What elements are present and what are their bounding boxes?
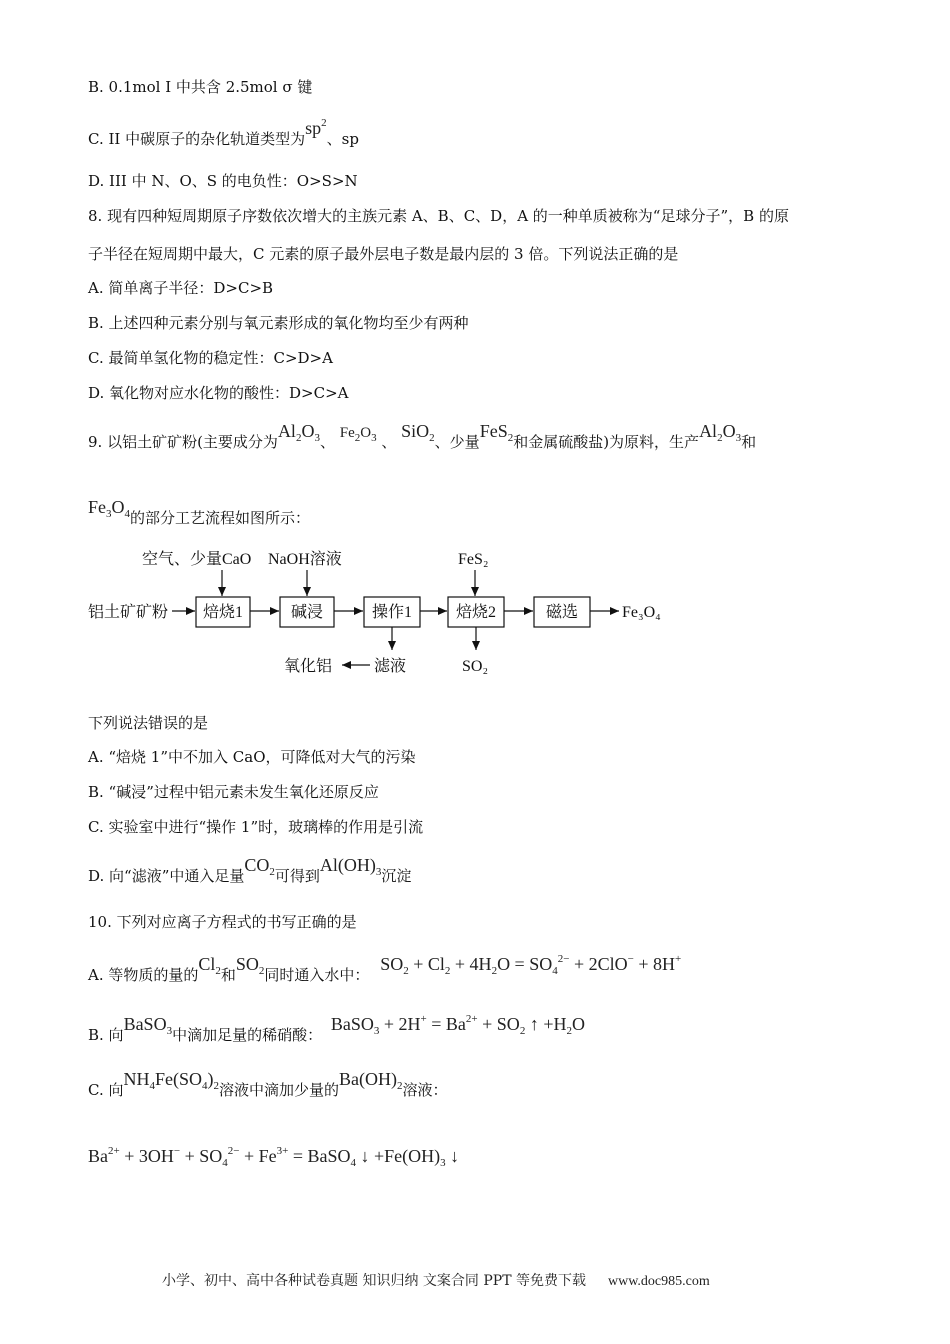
formula-fe3o4: $Fe_3O_4$ <box>88 497 130 520</box>
q8-stem-line2: 子半径在短周期中最大，C 元素的原子最外层电子数是最内层的 3 倍。下列说法正确的是 <box>88 245 679 263</box>
formula-cl2: $Cl_2$ <box>198 954 221 977</box>
q10-option-c-c: 溶液： <box>402 1081 448 1099</box>
formula-so2: $SO_2$ <box>235 954 265 977</box>
q7-option-b: B. 0.1mol I 中共含 2.5mol σ 键 <box>88 78 313 96</box>
additive-air-cao: 空气、少量CaO <box>142 551 252 568</box>
formula-baso3: BaSO$_3$ <box>123 1014 173 1037</box>
q7-option-c-text: C. II 中碳原子的杂化轨道类型为 <box>88 130 306 148</box>
q10-option-c-a: C. 向 <box>88 1081 124 1099</box>
formula-sio2: SiO$_2$ <box>401 421 435 444</box>
equation-a: $SO_2 + Cl_2 + 4H_2O = SO_4^{2-} + 2ClO^- + 8H^+$ <box>380 953 682 977</box>
q8-option-c: C. 最简单氢化物的稳定性：C>D>A <box>88 349 333 367</box>
equation-b: BaSO$_3$ + $2H^+ = Ba^{2+} + SO_2$ ↑ $+H_2O$ <box>330 1013 585 1037</box>
output-fe3o4: Fe₃O₄ <box>622 604 661 621</box>
formula-nh4fe-so4-2: $NH_4Fe(SO_4)_2$ <box>123 1069 219 1092</box>
sp-superscript: 2 <box>321 117 327 129</box>
q7-option-d: D. III 中 N、O、S 的电负性：O>S>N <box>88 172 358 190</box>
q8-option-b: B. 上述四种元素分别与氧元素形成的氧化物均至少有两种 <box>88 314 469 332</box>
footer-text: 小学、初中、高中各种试卷真题 知识归纳 文案合同 PPT 等免费下载 <box>162 1273 586 1289</box>
q10-option-c-b: 溶液中滴加少量的 <box>219 1081 340 1099</box>
q9-option-c: C. 实验室中进行“操作 1”时，玻璃棒的作用是引流 <box>88 818 424 836</box>
box-roast1-label: 焙烧1 <box>202 604 244 621</box>
q9-option-d-b: 可得到 <box>274 867 320 885</box>
and-text: 和 <box>741 433 757 451</box>
q9-question: 下列说法错误的是 <box>88 714 209 732</box>
footer-url[interactable]: www.doc985.com <box>607 1274 710 1289</box>
q8-option-a: A. 简单离子半径：D>C>B <box>88 279 274 297</box>
q10-option-a-a: A. 等物质的量的 <box>88 966 199 984</box>
small-amount-text: 、少量 <box>434 433 480 451</box>
box-operation1-label: 操作1 <box>371 604 413 621</box>
separator: 、 <box>381 433 397 451</box>
q10-option-a-c: 同时通入水中： <box>264 966 370 984</box>
equation-c: $Ba^{2+} + 3OH^- + SO_4^{2-} + Fe^{3+}$ = BaSO$_4$ ↓ $+Fe(OH)_3$ ↓ <box>88 1145 460 1169</box>
box-alkali-leach-label: 碱浸 <box>290 604 324 621</box>
q10-option-b-b: 中滴加足量的稀硝酸： <box>172 1026 323 1044</box>
q10-option-c <box>88 1069 448 1107</box>
separator: 、 <box>319 433 335 451</box>
q9-option-d-a: D. 向“滤液”中通入足量 <box>88 867 245 885</box>
q10-option-b <box>88 1013 585 1052</box>
q9-stem-b: 和金属硫酸盐)为原料，生产 <box>513 433 700 451</box>
box-roast2-label: 焙烧2 <box>455 604 497 621</box>
additive-fes2: FeS₂ <box>458 551 489 568</box>
q9-option-a: A. “焙烧 1”中不加入 CaO，可降低对大气的污染 <box>88 748 416 766</box>
formula-co2: $CO_2$ <box>244 855 275 878</box>
q8-stem-line1: 8. 现有四种短周期原子序数依次增大的主族元素 A、B、C、D，A 的一种单质被称为“足球分子”，B 的原 <box>88 207 789 225</box>
q9-option-d-c: 沉淀 <box>381 867 412 885</box>
q10-stem: 10. 下列对应离子方程式的书写正确的是 <box>88 913 357 931</box>
q7-option-c-tail: 、sp <box>326 130 359 148</box>
box-magnetic-sep-label: 磁选 <box>545 604 579 621</box>
formula-aloh3: $Al(OH)_3$ <box>319 855 382 878</box>
formula-al2o3-product: $Al_2O_3$ <box>699 421 742 444</box>
q9-stem-a: 9. 以铝土矿矿粉(主要成分为 <box>88 433 278 451</box>
formula-fe2o3: $Fe_2O_3$ <box>339 425 377 444</box>
alumina-label: 氧化铝 <box>284 658 333 675</box>
formula-baoh2: $Ba(OH)_2$ <box>339 1069 403 1092</box>
q10-option-a <box>88 953 682 992</box>
q9-option-b: B. “碱浸”过程中铝元素未发生氧化还原反应 <box>88 783 379 801</box>
q10-option-b-a: B. 向 <box>88 1026 124 1044</box>
page-footer <box>162 1270 710 1290</box>
q10-option-a-b: 和 <box>220 966 236 984</box>
formula-al2o3: $Al_2O_3$ <box>277 421 320 444</box>
filtrate-label: 滤液 <box>374 658 407 675</box>
input-label: 铝土矿矿粉 <box>88 604 169 621</box>
so2-label: SO₂ <box>462 658 489 675</box>
q9-option-d <box>88 855 412 893</box>
sp-label: sp <box>305 118 322 138</box>
formula-fes2: FeS$_2$ <box>479 421 514 444</box>
q9-stem-tail: 的部分工艺流程如图所示： <box>130 509 311 527</box>
q8-option-d: D. 氧化物对应水化物的酸性：D>C>A <box>88 384 349 402</box>
additive-naoh: NaOH溶液 <box>268 551 342 568</box>
